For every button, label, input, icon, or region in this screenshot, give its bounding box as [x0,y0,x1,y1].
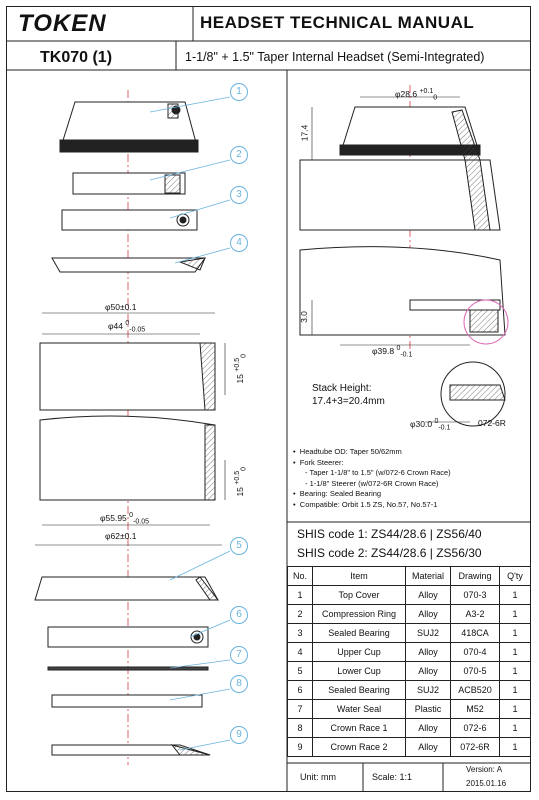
table-cell: 8 [288,719,313,738]
table-cell: Alloy [406,605,451,624]
table-row [288,605,531,624]
table-cell: Lower Cup [313,662,406,681]
date-label: 2015.01.16 [466,779,507,788]
table-cell: 4 [288,643,313,662]
header-item: Item [313,567,406,586]
table-row [288,700,531,719]
top-height-dim: 17.4 [299,124,310,142]
table-row [288,586,531,605]
table-cell: Alloy [406,719,451,738]
callout-1: 1 [230,83,248,101]
head-tube-upper [40,343,215,500]
crown-race-detail [441,362,505,426]
callout-8: 8 [230,675,248,693]
table-cell: 1 [500,643,531,662]
lower-depth-dim: 15 $^{+0.5}_0$ [234,466,248,497]
table-cell: 3 [288,624,313,643]
table-cell: Water Seal [313,700,406,719]
note-item: • Bearing: Sealed Bearing [293,489,382,498]
stack-height-label: Stack Height: [312,383,372,394]
table-header-row [288,567,531,586]
note-item: - Taper 1-1/8" to 1.5" (w/072-6 Crown Race) [305,468,451,477]
model-description: 1-1/8" + 1.5" Taper Internal Headset (Semi-Integrated) [185,50,485,64]
table-cell: 7 [288,700,313,719]
top-od-dim: φ28.6 $^{+0.1}_0$ [395,88,438,102]
unit-label: Unit: mm [300,772,336,782]
scale-label: Scale: 1:1 [372,772,413,782]
table-cell: 1 [500,738,531,757]
sealed-bearing-upper-part [62,210,197,230]
table-cell: 070-4 [451,643,500,662]
shis-code-2: SHIS code 2: ZS44/28.6 | ZS56/30 [297,546,482,560]
callout-5: 5 [230,537,248,555]
table-cell: Plastic [406,700,451,719]
header-no: No. [288,567,313,586]
race-id-dim: φ30.0 $^0_{-0.1}$ [410,418,451,432]
sealed-bearing-lower-part [48,627,208,647]
lower-cup-od-dim: φ62±0.1 [105,531,137,541]
table-cell: 1 [500,605,531,624]
table-cell: ACB520 [451,681,500,700]
table-cell: 1 [500,719,531,738]
lower-cup-part [35,577,218,600]
spec-notes [293,447,451,510]
table-cell: SUJ2 [406,681,451,700]
upper-cup-od-dim: φ50±0.1 [105,302,137,312]
table-cell: 072-6 [451,719,500,738]
crown-od-dim: φ39.8 $^0_{-0.1}$ [372,345,413,359]
note-item: • Fork Steerer: [293,457,344,467]
table-cell: Upper Cup [313,643,406,662]
header-qty: Q'ty [500,567,531,586]
callout-3: 3 [230,186,248,204]
table-cell: Top Cover [313,586,406,605]
assembled-view [300,107,505,335]
table-cell: 1 [288,586,313,605]
parts-table-body [288,586,531,757]
header-drawing: Drawing [451,567,500,586]
shis-code-1: SHIS code 1: ZS44/28.6 | ZS56/40 [297,527,482,541]
table-row [288,719,531,738]
table-cell: Alloy [406,738,451,757]
stack-height-note [312,382,385,408]
table-cell: Crown Race 1 [313,719,406,738]
race-label: 072-6R [478,418,506,428]
brand-logo: TOKEN [18,10,107,37]
upper-cup-part [52,258,205,272]
stack-height-value: 17.4+3=20.4mm [312,396,385,407]
table-cell: 418CA [451,624,500,643]
lower-bore-dim: φ55.95 $^0_{-0.05}$ [100,512,150,526]
manual-title: HEADSET TECHNICAL MANUAL [200,13,475,32]
table-row [288,643,531,662]
table-cell: 1 [500,700,531,719]
table-cell: 1 [500,662,531,681]
parts-table [287,566,531,757]
water-seal-part [48,667,208,670]
table-row [288,681,531,700]
callout-2: 2 [230,146,248,164]
note-item: • Headtube OD: Taper 50/62mm [293,447,402,456]
table-row [288,662,531,681]
model-number: TK070 (1) [40,49,113,66]
table-cell: M52 [451,700,500,719]
table-cell: Sealed Bearing [313,624,406,643]
table-cell: Compression Ring [313,605,406,624]
table-cell: Alloy [406,586,451,605]
note-item: - 1-1/8" Steerer (w/072-6R Crown Race) [305,478,439,488]
table-cell: Alloy [406,662,451,681]
table-cell: Alloy [406,643,451,662]
version-label: Version: A [466,765,503,774]
table-cell: Sealed Bearing [313,681,406,700]
callout-9: 9 [230,726,248,744]
top-cover-part [60,102,198,152]
table-row [288,624,531,643]
table-cell: 9 [288,738,313,757]
table-cell: 072-6R [451,738,500,757]
table-cell: 5 [288,662,313,681]
table-cell: Crown Race 2 [313,738,406,757]
compression-ring-part [73,173,185,194]
table-row [288,738,531,757]
table-cell: 070-3 [451,586,500,605]
table-cell: 6 [288,681,313,700]
table-cell: 1 [500,624,531,643]
crown-height-dim: 3.0 [298,311,309,323]
table-cell: 1 [500,681,531,700]
table-cell: 070-5 [451,662,500,681]
crown-race-1-part [52,695,202,707]
crown-race-2-part [52,745,210,755]
callout-4: 4 [230,234,248,252]
header-material: Material [406,567,451,586]
callout-6: 6 [230,606,248,624]
table-cell: A3-2 [451,605,500,624]
callout-7: 7 [230,646,248,664]
table-cell: SUJ2 [406,624,451,643]
note-item: • Compatible: Orbit 1.5 ZS, No.57, No.57-1 [293,499,438,509]
table-cell: 2 [288,605,313,624]
upper-depth-dim: 15 $^{+0.5}_0$ [234,353,248,384]
table-cell: 1 [500,586,531,605]
upper-bore-dim: φ44 $^0_{-0.05}$ [108,320,146,334]
